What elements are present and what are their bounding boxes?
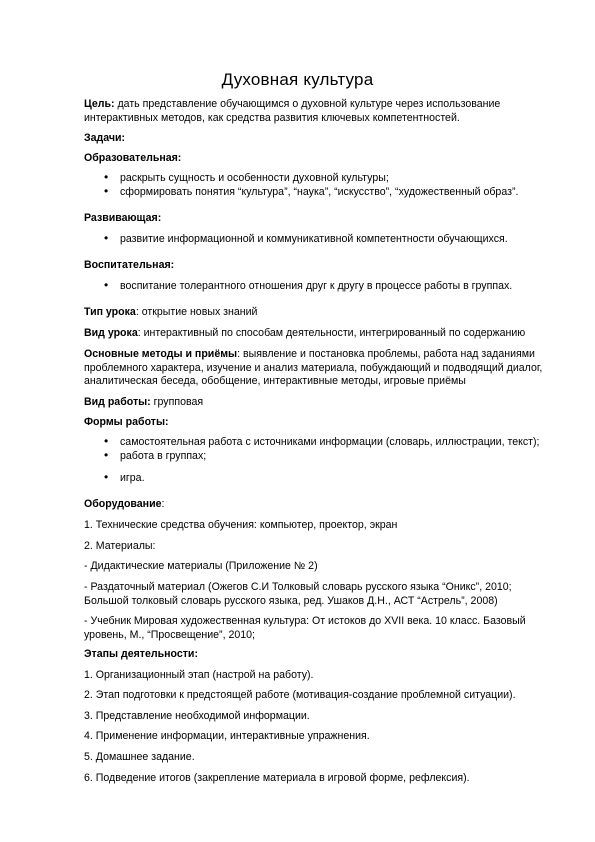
- tasks-heading: Задачи:: [84, 132, 126, 144]
- lesson-type: Тип урока: открытие новых знаний: [84, 306, 258, 318]
- document-page: Духовная культура Цель: дать представление обучающимся о духовной культуре через использование интерактивных методов, как средства развития ключевых компетентностей. Задачи: Образовательная: • раскрыть сущность и особенности духовной культуры; • сформировать понятия “культура”, “наука”, “искусство”, “художественный образ”. Развивающая: • развитие информационной и коммуникативной компетентности обучающихся. Воспитательная: • воспитание толерантного отношения друг к другу в процессе работы в группах. Тип урока: открытие новых знаний Вид урока: интерактивный по способам деятельности, интегрированный по содержанию Основные методы и приёмы: выявление и постановка проблемы, работа над заданиями проблемного характера, изучение и анализ материала, побуждающий и подводящий диалог, аналитическая беседа, обобщение, интерактивные методы, игровые приёмы Вид работы: групповая Формы работы: • самостоятельная работа с источниками информации (словарь, иллюстрации, текст); • работа в группах; • игра. Оборудование: 1. Технические средства обучения: компьютер, проектор, экран 2. Материалы: - Дидактические материалы (Приложение № 2) - Раздаточный материал (Ожегов С.И Толковый словарь русского языка “Оникс”, 2010; Большой толковый словарь русского языка, ред. Ушаков Д.Н., АСТ “Астрель”, 2008) - Учебник Мировая художественная культура: От истоков до XVII века. 10 класс. Базовый уровень, М., “Просвещение”, 2010; Этапы деятельности: 1. Организационный этап (настрой на работу). 2. Этап подготовки к предстоящей работе (мотивация-создание проблемной ситуации). 3. Представление необходимой информации. 4. Применение информации, интерактивные упражнения. 5. Домашнее задание. 6. Подведение итогов (закрепление материала в игровой форме, рефлексия).: [0, 0, 595, 842]
- equipment-heading: Оборудование:: [84, 498, 165, 510]
- goal-label: Цель:: [84, 98, 115, 110]
- upbringing-heading: Воспитательная:: [84, 259, 175, 271]
- bullet-icon: •: [104, 231, 109, 245]
- equipment-item: - Учебник Мировая художественная культура: От истоков до XVII века. 10 класс. Базовый уровень, М., “Просвещение”, 2010;: [84, 615, 526, 641]
- methods-paragraph: Основные методы и приёмы: выявление и постановка проблемы, работа над заданиями проблемного характера, изучение и анализ материала, побуждающий и подводящий диалог, аналитическая беседа, обобщение, интерактивные методы, игровые приёмы: [84, 348, 543, 388]
- bullet-icon: •: [104, 184, 109, 198]
- work-kind: Вид работы: групповая: [84, 396, 204, 408]
- educational-heading: Образовательная:: [84, 152, 182, 164]
- bullet-icon: •: [104, 448, 109, 462]
- goal-paragraph: [84, 98, 554, 125]
- stage-item: 1. Организационный этап (настрой на работу).: [84, 669, 314, 681]
- bullet-icon: •: [104, 470, 109, 484]
- equipment-item: 2. Материалы:: [84, 540, 156, 552]
- goal-text-line1: дать представление обучающимся о духовной культуре через использование: [117, 98, 501, 110]
- equipment-item: - Дидактические материалы (Приложение № 2): [84, 560, 318, 572]
- stage-item: 5. Домашнее задание.: [84, 751, 195, 763]
- equipment-item: - Раздаточный материал (Ожегов С.И Толковый словарь русского языка “Оникс”, 2010; Большой толковый словарь русского языка, ред. Ушаков Д.Н., АСТ “Астрель”, 2008): [84, 581, 512, 607]
- stage-item: 2. Этап подготовки к предстоящей работе (мотивация-создание проблемной ситуации).: [84, 689, 516, 701]
- bullet-icon: •: [104, 434, 109, 448]
- developing-heading: Развивающая:: [84, 212, 162, 224]
- stages-heading: Этапы деятельности:: [84, 648, 198, 660]
- stage-item: 3. Представление необходимой информации.: [84, 710, 310, 722]
- lesson-kind: Вид урока: интерактивный по способам деятельности, интегрированный по содержанию: [84, 327, 526, 339]
- work-forms-heading: Формы работы:: [84, 416, 169, 428]
- bullet-icon: •: [104, 170, 109, 184]
- stage-item: 4. Применение информации, интерактивные упражнения.: [84, 730, 370, 742]
- equipment-item: 1. Технические средства обучения: компьютер, проектор, экран: [84, 519, 398, 531]
- page-title: Духовная культура: [221, 70, 374, 89]
- goal-text-line2: интерактивных методов, как средства развития ключевых компетентностей.: [84, 111, 460, 124]
- stage-item: 6. Подведение итогов (закрепление материала в игровой форме, рефлексия).: [84, 772, 470, 784]
- bullet-icon: •: [104, 278, 109, 292]
